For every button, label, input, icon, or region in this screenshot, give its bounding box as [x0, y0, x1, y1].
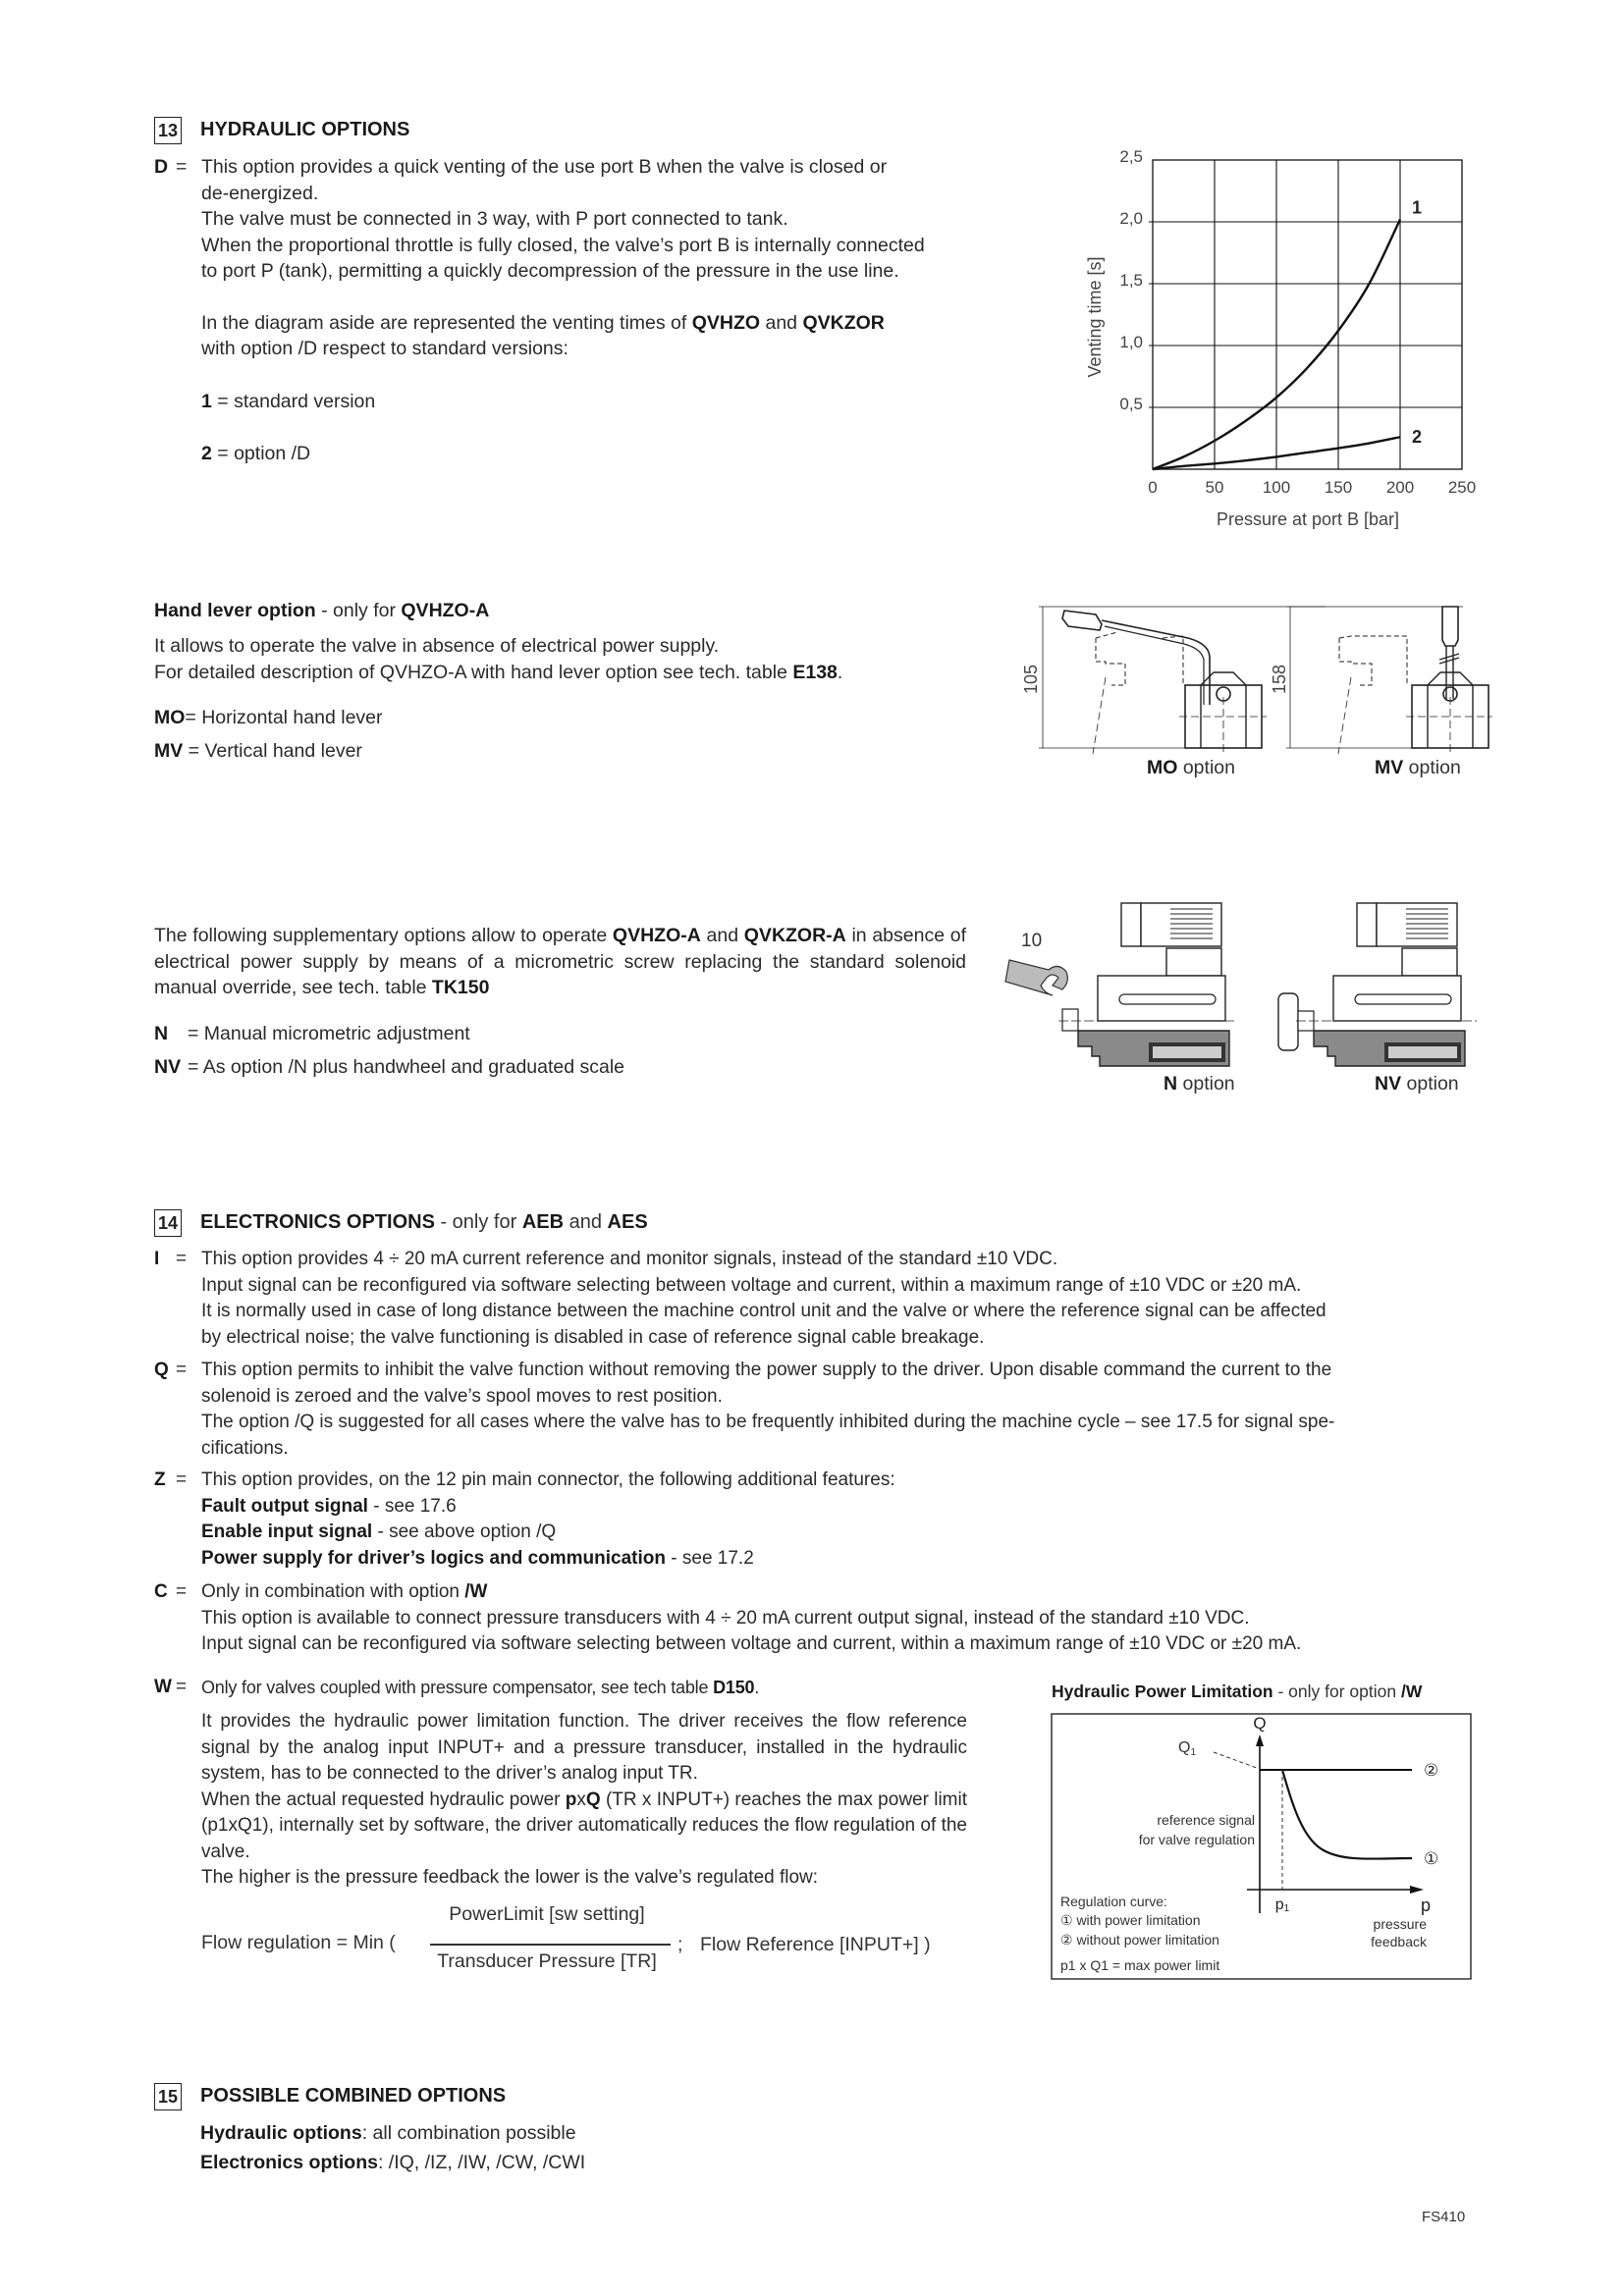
- option-equals: =: [176, 1581, 188, 1602]
- option-Z-feature: Enable input signal - see above option /Q: [201, 1522, 557, 1542]
- diagram-description: with option /D respect to standard versions:: [201, 338, 568, 359]
- y-tick-label: 2,0: [1119, 209, 1143, 228]
- option-I: [154, 1247, 1480, 1351]
- document-code: FS410: [1422, 2209, 1466, 2225]
- mv-caption: MV option: [1375, 757, 1461, 778]
- formula-numerator: PowerLimit [sw setting]: [449, 1903, 645, 1925]
- option-W: [154, 1675, 969, 1701]
- reference-signal-label-1: reference signal: [1157, 1812, 1255, 1828]
- curve-1-label: ①: [1424, 1849, 1439, 1868]
- legend-item-2: 2 = option /D: [201, 443, 311, 464]
- hand-lever-title: Hand lever option - only for QVHZO-A: [154, 600, 490, 621]
- formula-separator: ;: [677, 1934, 683, 1955]
- venting-time-chart: [1070, 137, 1502, 540]
- combined-options-list: [200, 2118, 585, 2177]
- hand-lever-options: [154, 701, 383, 768]
- combined-electronics: Electronics options: /IQ, /IZ, /IW, /CW, /CWI: [200, 2152, 586, 2173]
- option-Z-feature: Fault output signal - see 17.6: [201, 1495, 457, 1517]
- hand-lever-line: It allows to operate the valve in absence of electrical power supply.: [154, 635, 720, 657]
- y-tick-label: 0,5: [1119, 395, 1143, 413]
- option-key: D: [154, 156, 169, 178]
- option-NV: NV = As option /N plus handwheel and graduated scale: [154, 1056, 625, 1078]
- x-tick-label: 100: [1262, 478, 1291, 497]
- option-I-line: by electrical noise; the valve functioning is disabled in case of reference signal cable breakage.: [201, 1326, 985, 1348]
- option-C-line: Input signal can be reconfigured via software selecting between voltage and current, within a maximum range of ±10 VDC or ±20 mA.: [201, 1633, 1302, 1654]
- p1-label: p1: [1274, 1896, 1290, 1914]
- curve-2-label: ②: [1424, 1761, 1439, 1780]
- series-label-1: 1: [1412, 197, 1423, 218]
- option-D-line: The valve must be connected in 3 way, with P port connected to tank.: [201, 208, 788, 230]
- option-C: [154, 1579, 1480, 1658]
- option-Q-line: cifications.: [201, 1437, 289, 1459]
- option-W-paragraph: When the actual requested hydraulic power pxQ (TR x INPUT+) reaches the max power limit (p1xQ1), internally set by software, the driver automatically reduces the flow regulation of the valve.: [201, 1789, 967, 1862]
- hand-lever-description: [154, 633, 842, 685]
- option-C-line: This option is available to connect pressure transducers with 4 ÷ 20 mA current output signal, instead of the standard ±10 VDC.: [201, 1607, 1250, 1629]
- mv-drawing: [1286, 607, 1492, 754]
- micrometric-description: The following supplementary options allow to operate QVHZO-A and QVKZOR-A in absence of electrical power supply by means of a micrometric screw replacing the standard solenoid manual override, see tech. table TK150: [154, 925, 966, 998]
- y-axis-label: Venting time [s]: [1085, 256, 1105, 378]
- q-axis-label: Q: [1253, 1714, 1267, 1733]
- diagram-description: In the diagram aside are represented the venting times of QVHZO and QVKZOR: [201, 311, 885, 334]
- micrometric-drawings: [1001, 883, 1492, 1080]
- option-key: Q: [154, 1360, 169, 1380]
- wrench-icon: [1005, 960, 1067, 995]
- formula-lhs: Flow regulation = Min (: [201, 1932, 396, 1953]
- x-tick-label: 200: [1385, 478, 1415, 497]
- micrometric-options: [154, 1017, 624, 1084]
- option-W-description: [201, 1709, 967, 1892]
- hpl-title: Hydraulic Power Limitation - only for option /W: [1052, 1682, 1423, 1701]
- wrench-size: 10: [1021, 931, 1043, 951]
- chart-series: [1153, 197, 1422, 469]
- regulation-curve-title: Regulation curve:: [1060, 1894, 1167, 1909]
- option-Z-line: This option provides, on the 12 pin main connector, the following additional features:: [201, 1469, 895, 1490]
- option-MO: MO= Horizontal hand lever: [154, 707, 383, 728]
- option-D-line: de-energized.: [201, 182, 319, 204]
- max-power-limit: p1 x Q1 = max power limit: [1060, 1957, 1220, 1973]
- option-equals: =: [176, 1677, 188, 1697]
- option-Q-line: solenoid is zeroed and the valve’s spool moves to rest position.: [201, 1385, 723, 1407]
- y-tick-label: 1,0: [1119, 333, 1143, 351]
- option-D: [154, 154, 969, 467]
- section-title-combined-options: POSSIBLE COMBINED OPTIONS: [200, 2085, 507, 2107]
- nv-option-drawing: [1278, 903, 1477, 1066]
- mv-dimension: 158: [1270, 664, 1289, 695]
- section-title-hydraulic-options: HYDRAULIC OPTIONS: [200, 119, 410, 140]
- section-number-14: 14: [154, 1209, 182, 1237]
- y-tick-label: 1,5: [1119, 271, 1143, 290]
- formula-denominator: Transducer Pressure [TR]: [437, 1950, 657, 1972]
- option-key: W: [154, 1677, 172, 1697]
- section-number-13: 13: [154, 117, 182, 144]
- mo-dimension: 105: [1021, 664, 1041, 695]
- option-equals: =: [176, 156, 188, 178]
- option-I-line: This option provides 4 ÷ 20 mA current reference and monitor signals, instead of the standard ±10 VDC.: [201, 1249, 1058, 1269]
- option-W-paragraph: The higher is the pressure feedback the lower is the valve’s regulated flow:: [201, 1867, 819, 1888]
- x-tick-labels: [1148, 478, 1476, 497]
- p-axis-label: p: [1420, 1896, 1432, 1915]
- option-C-line: Only in combination with option /W: [201, 1581, 488, 1602]
- regulation-curve-1: ① with power limitation: [1060, 1912, 1201, 1928]
- option-I-line: It is normally used in case of long distance between the machine control unit and the valve or where the reference signal can be affected: [201, 1301, 1326, 1321]
- option-MV: MV = Vertical hand lever: [154, 740, 362, 762]
- regulation-curve-2: ② without power limitation: [1060, 1932, 1219, 1948]
- option-equals: =: [176, 1360, 188, 1380]
- option-key: Z: [154, 1469, 166, 1490]
- option-D-line: When the proportional throttle is fully closed, the valve’s port B is internally connected: [201, 234, 925, 256]
- option-D-line: to port P (tank), permitting a quickly decompression of the pressure in the use line.: [201, 260, 899, 282]
- option-Z: [154, 1468, 1480, 1572]
- pressure-feedback-label-1: pressure: [1373, 1916, 1427, 1932]
- option-equals: =: [176, 1469, 188, 1490]
- option-key: C: [154, 1581, 168, 1602]
- option-N: N = Manual micrometric adjustment: [154, 1023, 470, 1044]
- section-number-15: 15: [154, 2083, 182, 2110]
- formula-rhs: Flow Reference [INPUT+] ): [700, 1934, 931, 1955]
- option-I-line: Input signal can be reconfigured via software selecting between voltage and current, within a maximum range of ±10 VDC or ±20 mA.: [201, 1274, 1302, 1296]
- option-W-line: Only for valves coupled with pressure compensator, see tech table D150.: [201, 1678, 760, 1697]
- n-option-drawing: [1005, 903, 1237, 1066]
- option-Q-line: This option permits to inhibit the valve function without removing the power supply to the driver. Upon disable command the current to the: [201, 1360, 1332, 1380]
- option-D-line: This option provides a quick venting of the use port B when the valve is closed or: [201, 156, 888, 178]
- x-axis-label: Pressure at port B [bar]: [1216, 509, 1400, 529]
- option-key: I: [154, 1249, 160, 1269]
- x-tick-label: 50: [1205, 478, 1224, 497]
- hand-lever-line: For detailed description of QVHZO-A with hand lever option see tech. table E138.: [154, 661, 843, 683]
- option-Q: [154, 1358, 1480, 1462]
- option-W-paragraph: It provides the hydraulic power limitation function. The driver receives the flow reference signal by the analog input INPUT+ and a pressure transducer, installed in the hydraulic system, has to be connected to the driver’s analog input TR.: [201, 1711, 967, 1784]
- nv-caption: NV option: [1375, 1073, 1459, 1095]
- option-Q-line: The option /Q is suggested for all cases where the valve has to be frequently inhibited during the machine cycle – see 17.5 for signal spe-: [201, 1412, 1335, 1432]
- q1-label: Q1: [1178, 1739, 1197, 1758]
- y-tick-labels: [1119, 147, 1143, 413]
- option-equals: =: [176, 1249, 188, 1269]
- series-label-2: 2: [1412, 427, 1423, 448]
- fraction-bar: [430, 1944, 671, 1946]
- x-tick-label: 150: [1324, 478, 1353, 497]
- x-tick-label: 250: [1447, 478, 1477, 497]
- mo-caption: MO option: [1147, 757, 1235, 778]
- n-caption: N option: [1164, 1073, 1235, 1095]
- reference-signal-label-2: for valve regulation: [1138, 1832, 1255, 1847]
- combined-hydraulic: Hydraulic options: all combination possible: [200, 2122, 576, 2144]
- legend-item-1: 1 = standard version: [201, 390, 376, 412]
- handwheel-icon: [1278, 993, 1298, 1050]
- hydraulic-power-limitation-diagram: [1051, 1713, 1473, 1980]
- pressure-feedback-label-2: feedback: [1371, 1934, 1427, 1949]
- x-tick-label: 0: [1148, 478, 1158, 497]
- y-tick-label: 2,5: [1119, 147, 1143, 166]
- section-title-electronics-options: ELECTRONICS OPTIONS - only for AEB and AES: [200, 1211, 648, 1233]
- option-Z-feature: Power supply for driver’s logics and communication - see 17.2: [201, 1547, 754, 1569]
